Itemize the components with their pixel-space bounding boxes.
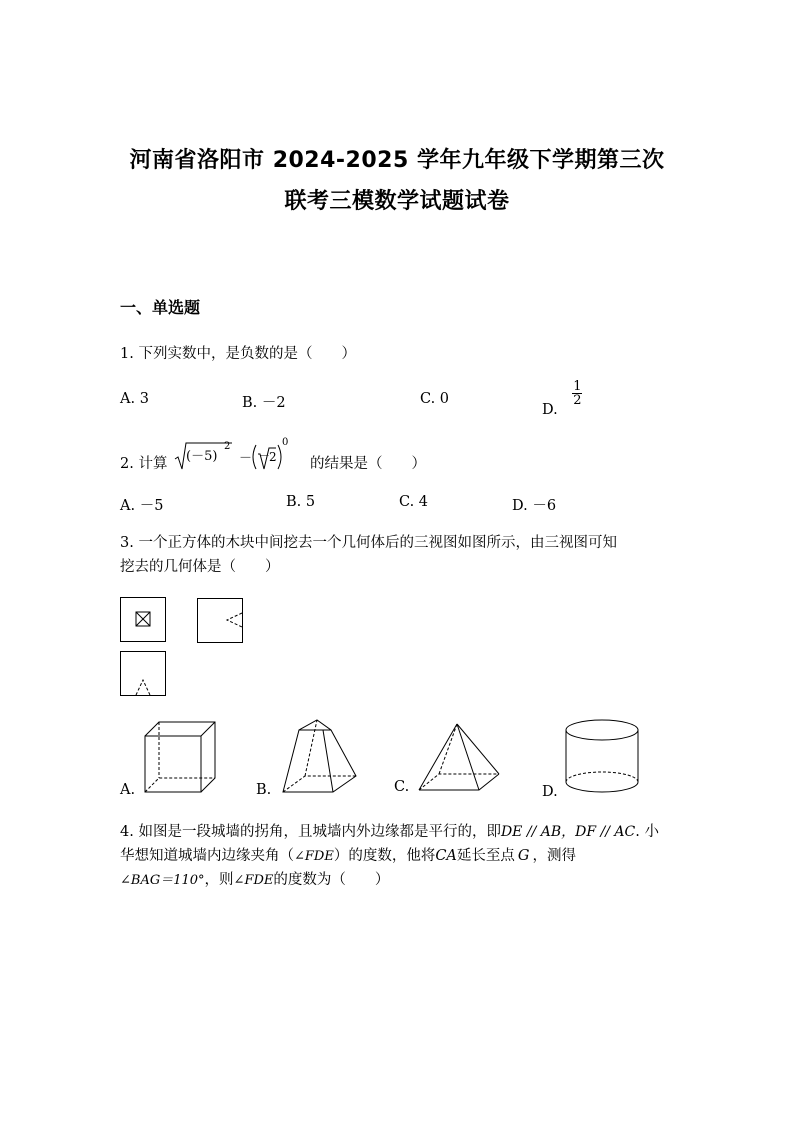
question-1-stem: 1. 下列实数中，是负数的是（ ） <box>120 346 356 362</box>
section-heading: 一、单选题 <box>120 298 201 317</box>
question-4-line-2: 华想知道城墙内边缘夹角（∠FDE）的度数，他将CA延长至点 G ，测得 <box>120 848 576 864</box>
expr-neg: － <box>259 449 270 462</box>
question-4-line-3: ∠BAG＝110°，则∠FDE的度数为（ ） <box>120 872 390 888</box>
question-1-option-d: D. $\frac{1}{2}$ <box>542 379 582 418</box>
question-2-option-c: C. 4 <box>399 494 429 510</box>
frustum-icon <box>281 718 357 796</box>
question-1-option-a: A. 3 <box>120 391 149 407</box>
question-2-prefix: 2. 计算 <box>120 456 168 472</box>
question-1-option-c: C. 0 <box>420 391 450 407</box>
question-2-suffix: 的结果是（ ） <box>310 456 426 472</box>
page-title-line-1: 河南省洛阳市 2024-2025 学年九年级下学期第三次 <box>129 148 665 173</box>
front-view-figure <box>120 597 166 643</box>
side-view-figure <box>197 598 244 644</box>
expr-exponent-0: 0 <box>282 437 289 448</box>
question-3-option-d-label: D. <box>542 784 558 800</box>
top-view-figure <box>120 651 166 697</box>
expr-minus: － <box>239 451 253 466</box>
question-3-line-2: 挖去的几何体是（ ） <box>120 559 280 575</box>
pyramid-icon <box>417 722 501 794</box>
question-3-option-a-label: A. <box>120 782 136 798</box>
cylinder-icon <box>564 718 642 796</box>
question-3-option-c-label: C. <box>394 779 410 795</box>
page-title-line-2: 联考三模数学试题试卷 <box>284 189 510 214</box>
question-2-option-b: B. 5 <box>286 494 316 510</box>
expr-root-2: 2 <box>269 450 277 464</box>
expr-exponent-2: 2 <box>224 441 231 452</box>
question-3-option-b-label: B. <box>256 782 272 798</box>
question-2-option-d: D. －6 <box>512 498 557 514</box>
cube-icon <box>143 720 218 795</box>
expr-neg-five-paren: (－5) <box>186 449 218 464</box>
question-3-line-1: 3. 一个正方体的木块中间挖去一个几何体后的三视图如图所示，由三视图可知 <box>120 535 617 551</box>
question-1-option-b: B. －2 <box>242 395 286 411</box>
fraction-one-half: $\frac{1}{2}$ <box>573 379 582 408</box>
question-2-expression <box>174 437 310 472</box>
question-2-option-a: A. －5 <box>120 498 164 514</box>
question-4-line-1: 4. 如图是一段城墙的拐角，且城墙内外边缘都是平行的，即DE // AB，DF // AC. 小 <box>120 824 659 840</box>
